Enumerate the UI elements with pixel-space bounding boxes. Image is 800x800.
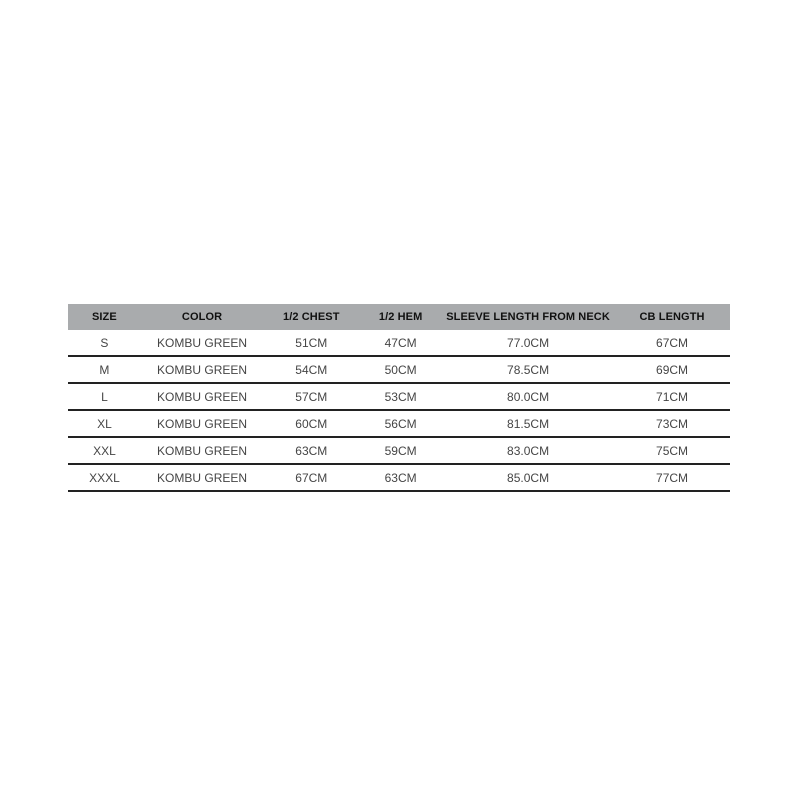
- table-row-xxxl: [68, 464, 730, 491]
- cell-chest: 63CM: [263, 437, 359, 464]
- cell-sleeve: 85.0CM: [442, 464, 614, 491]
- header-cell-half-chest: 1/2 CHEST: [263, 304, 359, 330]
- table-header-row: [68, 304, 730, 330]
- cell-hem: 56CM: [359, 410, 442, 437]
- cell-size: S: [68, 330, 141, 356]
- cell-color: KOMBU GREEN: [141, 383, 263, 410]
- cell-size: XL: [68, 410, 141, 437]
- header-cell-cb-length: CB LENGTH: [614, 304, 730, 330]
- table-row-xl: [68, 410, 730, 437]
- cell-color: KOMBU GREEN: [141, 356, 263, 383]
- cell-chest: 51CM: [263, 330, 359, 356]
- cell-color: KOMBU GREEN: [141, 330, 263, 356]
- cell-cb: 69CM: [614, 356, 730, 383]
- cell-hem: 47CM: [359, 330, 442, 356]
- cell-hem: 53CM: [359, 383, 442, 410]
- cell-hem: 63CM: [359, 464, 442, 491]
- cell-chest: 54CM: [263, 356, 359, 383]
- table-row-s: [68, 330, 730, 356]
- cell-hem: 59CM: [359, 437, 442, 464]
- cell-chest: 60CM: [263, 410, 359, 437]
- cell-sleeve: 77.0CM: [442, 330, 614, 356]
- cell-cb: 71CM: [614, 383, 730, 410]
- cell-cb: 75CM: [614, 437, 730, 464]
- header-cell-sleeve-length: SLEEVE LENGTH FROM NECK: [442, 304, 614, 330]
- cell-sleeve: 81.5CM: [442, 410, 614, 437]
- table-row-xxl: [68, 437, 730, 464]
- cell-sleeve: 80.0CM: [442, 383, 614, 410]
- cell-sleeve: 83.0CM: [442, 437, 614, 464]
- cell-cb: 67CM: [614, 330, 730, 356]
- cell-cb: 77CM: [614, 464, 730, 491]
- cell-sleeve: 78.5CM: [442, 356, 614, 383]
- cell-size: XXXL: [68, 464, 141, 491]
- cell-chest: 67CM: [263, 464, 359, 491]
- table-row-l: [68, 383, 730, 410]
- size-chart: [68, 304, 730, 492]
- cell-color: KOMBU GREEN: [141, 437, 263, 464]
- cell-size: L: [68, 383, 141, 410]
- cell-color: KOMBU GREEN: [141, 410, 263, 437]
- cell-color: KOMBU GREEN: [141, 464, 263, 491]
- cell-chest: 57CM: [263, 383, 359, 410]
- header-cell-half-hem: 1/2 HEM: [359, 304, 442, 330]
- cell-cb: 73CM: [614, 410, 730, 437]
- cell-hem: 50CM: [359, 356, 442, 383]
- header-cell-size: SIZE: [68, 304, 141, 330]
- size-table: [68, 304, 730, 492]
- header-cell-color: COLOR: [141, 304, 263, 330]
- table-row-m: [68, 356, 730, 383]
- cell-size: XXL: [68, 437, 141, 464]
- cell-size: M: [68, 356, 141, 383]
